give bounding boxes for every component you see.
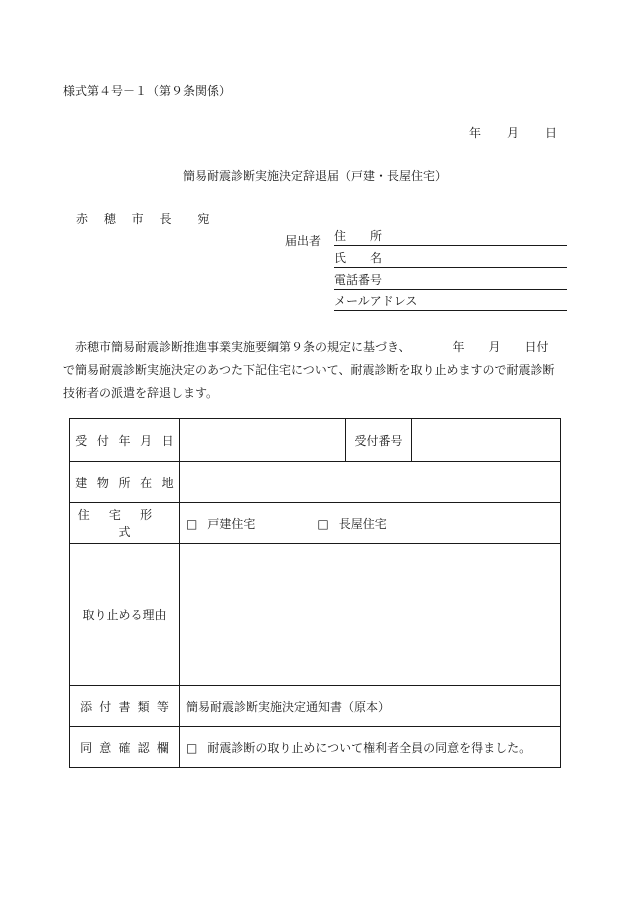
date-day: 日	[545, 126, 558, 140]
table-row	[70, 503, 561, 544]
housing-type-label: 住宅形式	[70, 503, 180, 544]
reason-label: 取り止める理由	[70, 544, 180, 686]
addressee-char: 市	[131, 212, 144, 226]
reception-number-cell[interactable]	[412, 419, 561, 462]
addressee-char: 宛	[197, 212, 210, 226]
addressee-char: 赤	[76, 212, 89, 226]
date-month: 月	[507, 126, 520, 140]
consent-text: 耐震診断の取り止めについて権利者全員の同意を得ました。	[207, 740, 532, 755]
name-label: 氏 名	[334, 251, 383, 265]
date-line	[469, 124, 557, 141]
table-row	[70, 727, 561, 768]
detached-checkbox[interactable]: □	[186, 516, 198, 531]
reason-cell[interactable]	[180, 544, 561, 686]
form-number: 様式第４号－１（第９条関係）	[63, 84, 232, 98]
email-label: メールアドレス	[334, 294, 418, 308]
attachments-label: 添付書類等	[70, 686, 180, 727]
body-line: で簡易耐震診断実施決定のあつた下記住宅について、耐震診断を取り止めますので耐震診断	[63, 363, 555, 377]
building-location-label: 建物所在地	[70, 462, 180, 503]
addressee-char: 長	[159, 212, 172, 226]
table-row	[70, 462, 561, 503]
name-field[interactable]	[334, 253, 567, 268]
addressee-char: 穂	[103, 212, 116, 226]
address-label: 住 所	[334, 229, 383, 243]
consent-cell	[180, 727, 561, 768]
consent-checkbox[interactable]: □	[186, 740, 198, 755]
date-year: 年	[469, 126, 482, 140]
building-location-cell[interactable]	[180, 462, 561, 503]
housing-type-cell	[180, 503, 561, 544]
reception-date-label: 受付年月日	[70, 419, 180, 462]
applicant-label: 届出者	[285, 234, 322, 248]
consent-label: 同意確認欄	[70, 727, 180, 768]
address-field[interactable]	[334, 231, 567, 246]
body-text	[63, 336, 570, 405]
attachments-value: 簡易耐震診断実施決定通知書（原本）	[180, 686, 561, 727]
body-line: 技術者の派遣を辞退します。	[63, 386, 219, 400]
row-house-checkbox[interactable]: □	[317, 516, 329, 531]
phone-label: 電話番号	[334, 273, 383, 287]
email-field[interactable]	[334, 296, 567, 311]
body-line: 赤穂市簡易耐震診断推進事業実施要綱第９条の規定に基づき、 年 月 日付	[75, 340, 549, 354]
reception-date-cell[interactable]	[180, 419, 346, 462]
document-title: 簡易耐震診断実施決定辞退届（戸建・長屋住宅）	[182, 169, 447, 183]
table-row	[70, 419, 561, 462]
table-row	[70, 544, 561, 686]
application-table	[69, 418, 561, 768]
addressee	[76, 210, 209, 227]
detached-label: 戸建住宅	[207, 516, 256, 531]
phone-field[interactable]	[334, 275, 567, 290]
table-row	[70, 686, 561, 727]
reception-number-label: 受付番号	[346, 419, 412, 462]
row-house-label: 長屋住宅	[338, 516, 387, 531]
